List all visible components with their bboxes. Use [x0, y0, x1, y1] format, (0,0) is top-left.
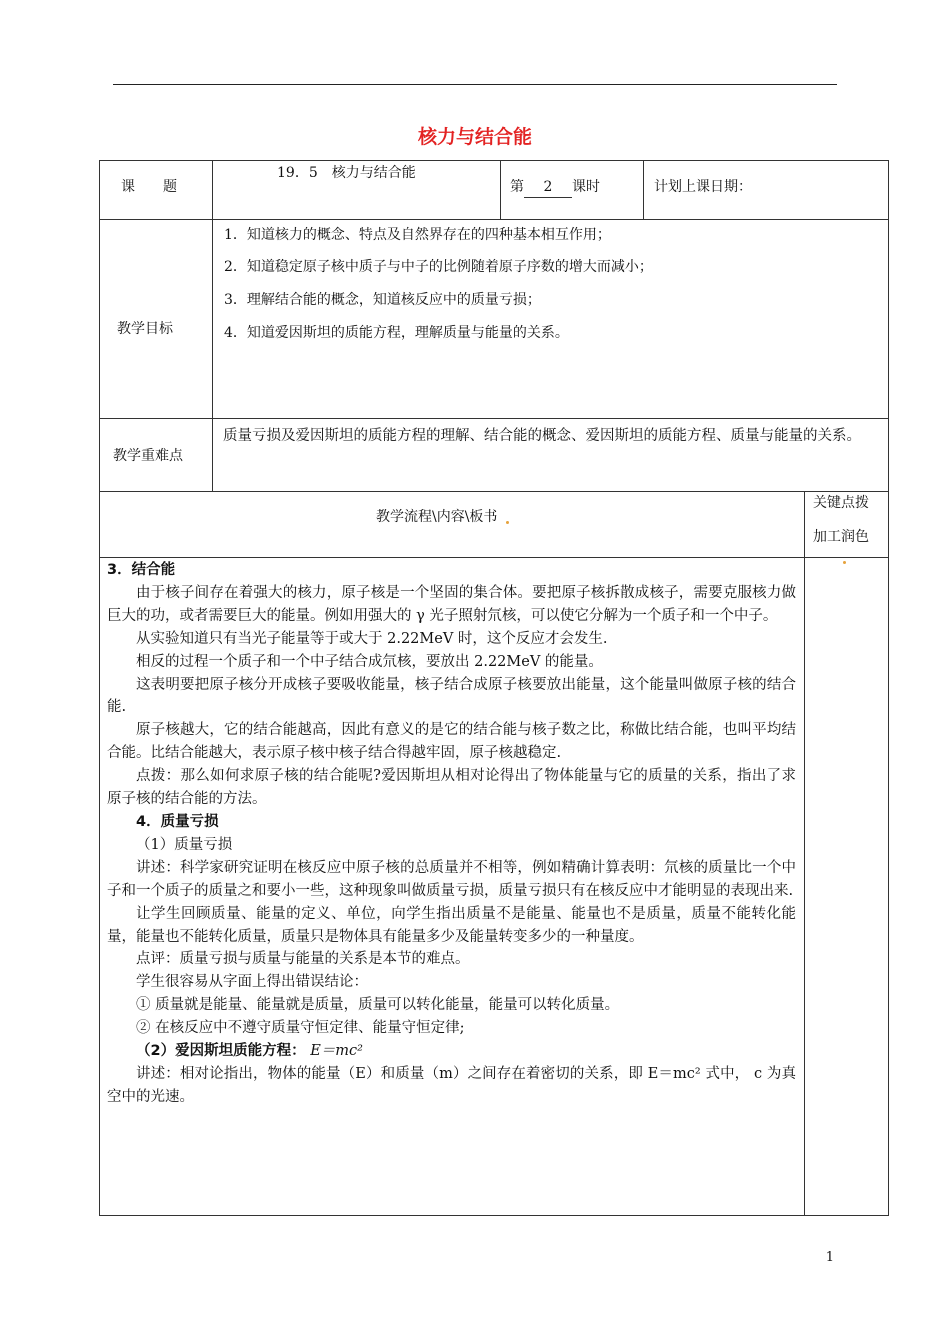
- col-divider: [643, 160, 644, 219]
- objective-item: 1．知道核力的概念、特点及自然界存在的四种基本相互作用；: [224, 227, 611, 243]
- paragraph: 让学生回顾质量、能量的定义、单位，向学生指出质量不是能量、能量也不是质量，质量不能转化能量，能量也不能转化质量，质量只是物体具有能量多少及能量转变多少的一种量度。: [107, 905, 796, 945]
- objective-item: 2．知道稳定原子核中质子与中子的比例随着原子序数的增大而减小；: [224, 259, 653, 275]
- date-label: 计划上课日期：: [654, 179, 752, 195]
- page-title: 核力与结合能: [417, 126, 532, 148]
- period-field: [510, 177, 600, 198]
- period-value: 2: [524, 177, 572, 198]
- objectives-label: 教学目标: [117, 321, 173, 337]
- col-divider: [212, 160, 213, 491]
- paragraph: 点拨：那么如何求原子核的结合能呢?爱因斯坦从相对论得出了物体能量与它的质量的关系，指出了求原子核的结合能的方法。: [107, 768, 796, 808]
- paragraph: 讲述：科学家研究证明在核反应中原子核的总质量并不相等，例如精确计算表明：氘核的质量比一个中子和一个质子的质量之和要小一些，这种现象叫做质量亏损，质量亏损只有在核反应中才能明显的表现出来.: [107, 859, 796, 899]
- objective-item: 3．理解结合能的概念，知道核反应中的质量亏损；: [224, 292, 541, 308]
- paragraph: 由于核子间存在着强大的核力，原子核是一个坚固的集合体。要把原子核拆散成核子，需要克服核力做巨大的功，或者需要巨大的能量。例如用强大的 γ 光子照射氘核，可以使它分解为一个质子和一个中子。: [107, 584, 796, 624]
- row-divider: [99, 491, 889, 492]
- key-points-text: 质量亏损及爱因斯坦的质能方程的理解、结合能的概念、爱因斯坦的质能方程、质量与能量的关系。: [223, 428, 861, 444]
- lesson-content: [107, 559, 796, 1109]
- paragraph: 从实验知道只有当光子能量等于或大于 2.22MeV 时，这个反应才会发生.: [136, 630, 608, 647]
- formula: E＝mc²: [310, 1043, 363, 1060]
- side-label-1: 关键点拨: [813, 495, 869, 511]
- row-divider: [99, 557, 889, 558]
- key-points-label: 教学重难点: [113, 448, 183, 464]
- section-heading: 3．结合能: [107, 562, 176, 578]
- paragraph: 相反的过程一个质子和一个中子结合成氘核，要放出 2.22MeV 的能量。: [136, 653, 603, 670]
- paragraph: 学生很容易从字面上得出错误结论：: [136, 974, 368, 991]
- paragraph: 原子核越大，它的结合能越高，因此有意义的是它的结合能与核子数之比，称做比结合能，也叫平均结合能。比结合能越大，表示原子核中核子结合得越牢固，原子核越稳定.: [107, 722, 796, 762]
- flow-label: 教学流程\内容\板书: [376, 509, 498, 525]
- paragraph: 这表明要把原子核分开成核子要吸收能量，核子结合成原子核要放出能量，这个能量叫做原子核的结合能.: [107, 676, 796, 716]
- page-number: 1: [825, 1250, 834, 1265]
- col-divider: [804, 491, 805, 1216]
- formula-line: [107, 1040, 796, 1063]
- section-heading: 4．质量亏损: [136, 813, 219, 830]
- mark-dot: [843, 561, 846, 564]
- paragraph: 讲述：相对论指出，物体的能量（E）和质量（m）之间存在着密切的关系，即 E＝mc² 式中， c 为真空中的光速。: [107, 1065, 796, 1105]
- paragraph: 点评：质量亏损与质量与能量的关系是本节的难点。: [136, 951, 470, 968]
- paragraph: ② 在核反应中不遵守质量守恒定律、能量守恒定律;: [136, 1020, 465, 1037]
- row-divider: [99, 418, 889, 419]
- objective-item: 4．知道爱因斯坦的质能方程，理解质量与能量的关系。: [224, 325, 569, 341]
- col-divider: [500, 160, 501, 219]
- mark-dot: [506, 521, 509, 524]
- header-rule: [113, 84, 837, 85]
- topic-label: 课 题: [121, 179, 177, 195]
- paragraph: ① 质量就是能量、能量就是质量，质量可以转化能量，能量可以转化质量。: [136, 997, 620, 1014]
- period-suffix: 课时: [572, 179, 600, 195]
- subheading: （1）质量亏损: [136, 836, 233, 853]
- side-label-2: 加工润色: [813, 529, 869, 545]
- topic-value: 19．5 核力与结合能: [277, 165, 416, 181]
- period-prefix: 第: [510, 179, 524, 195]
- row-divider: [99, 219, 889, 220]
- subheading: （2）爱因斯坦质能方程：: [136, 1043, 306, 1060]
